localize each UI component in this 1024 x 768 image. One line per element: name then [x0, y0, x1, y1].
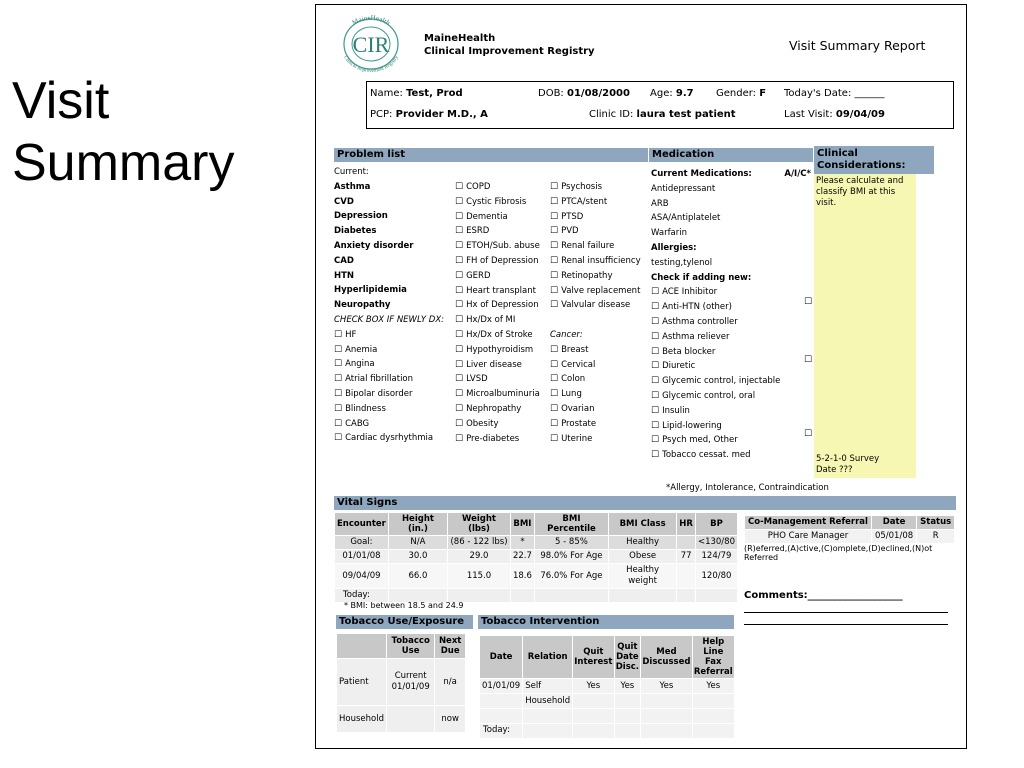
table-cell	[692, 724, 734, 739]
diagnosis-checkbox[interactable]: ☐ PTSD	[550, 210, 641, 225]
table-cell	[480, 709, 523, 724]
table-cell: 01/01/08	[335, 550, 389, 564]
diagnosis-checkbox[interactable]: ☐ Hx of Depression	[455, 298, 540, 313]
current-problem: Anxiety disorder	[334, 240, 414, 251]
diagnosis-checkbox[interactable]: ☐ Dementia	[455, 210, 540, 225]
dob-value: 01/08/2000	[567, 88, 630, 99]
table-cell: 29.0	[448, 550, 511, 564]
today-label: Today:	[335, 589, 389, 603]
column-header: Tobacco Use	[386, 634, 434, 659]
goal-cell: N/A	[388, 536, 447, 550]
table-cell	[614, 694, 641, 709]
diagnosis-checkbox[interactable]: ☐ HF	[334, 328, 444, 343]
column-header: Status	[917, 516, 955, 530]
slide-title-line: Summary	[12, 134, 235, 192]
svg-text:Clinical Improvement Registry	[342, 54, 400, 74]
check-box-label: CHECK BOX IF NEWLY DX:	[334, 314, 445, 325]
logo-ring-bottom: Clinical Improvement Registry	[342, 54, 400, 75]
table-row: Household now	[337, 706, 466, 733]
patient-name-field: Name: Test, Prod	[370, 88, 463, 99]
table-cell: 05/01/08	[871, 530, 916, 544]
comment-line[interactable]	[744, 612, 948, 613]
column-header: BMI Percentile	[534, 513, 608, 536]
clinical-considerations-panel	[814, 174, 916, 478]
today-label: Today:	[483, 725, 510, 735]
diagnosis-checkbox[interactable]: ☐ PTCA/stent	[550, 195, 641, 210]
column-header: Relation	[523, 636, 573, 679]
column-header	[337, 634, 387, 659]
goal-cell: 5 - 85%	[534, 536, 608, 550]
goal-cell: (86 - 122 lbs)	[448, 536, 511, 550]
table-row: Patient Current 01/01/09 n/a	[337, 659, 466, 706]
current-problem: CVD	[334, 196, 354, 207]
current-problem: Neuropathy	[334, 300, 391, 311]
diagnosis-checkbox[interactable]: ☐ Valve replacement	[550, 284, 641, 299]
new-medication-checkbox[interactable]: ☐ Glycemic control, injectable	[651, 374, 811, 389]
table-cell: Yes	[641, 679, 692, 694]
allergy-footnote: *Allergy, Intolerance, Contraindication	[666, 483, 829, 493]
diagnosis-checkbox[interactable]: ☐ Liver disease	[455, 358, 540, 373]
column-header: Date	[871, 516, 916, 530]
table-cell: 18.6	[510, 564, 534, 589]
table-cell: 22.7	[510, 550, 534, 564]
table-row	[480, 709, 735, 724]
diagnosis-checkbox[interactable]: ☐ Cardiac dysrhythmia	[334, 431, 444, 446]
table-row	[480, 694, 735, 709]
table-row	[480, 724, 735, 739]
diagnosis-checkbox[interactable]: ☐ Cervical	[550, 358, 641, 373]
cir-logo	[334, 13, 408, 75]
diagnosis-checkbox[interactable]: ☐ Uterine	[550, 432, 641, 447]
survey-line: 5-2-1-0 Survey	[816, 454, 880, 464]
problem-col-3	[550, 180, 641, 446]
last-visit-field: Last Visit: 09/04/09	[784, 109, 885, 120]
column-header: Date	[480, 636, 523, 679]
table-cell	[573, 724, 614, 739]
survey-date: Date ???	[816, 465, 853, 475]
medication-header: Medication	[649, 148, 813, 162]
pcp-field: PCP: Provider M.D., A	[370, 109, 488, 120]
table-cell	[614, 709, 641, 724]
column-header: Co-Management Referral	[745, 516, 872, 530]
current-problem: Depression	[334, 211, 388, 222]
current-medication: ASA/Antiplatelet	[651, 213, 721, 224]
tobacco-use-table	[336, 633, 466, 733]
table-cell	[573, 694, 614, 709]
patient-info-box	[366, 81, 954, 129]
table-cell: 124/79	[695, 550, 737, 564]
svg-text:MaineHealth	[351, 14, 392, 27]
table-cell: Self	[523, 679, 573, 694]
diagnosis-checkbox[interactable]: ☐ Valvular disease	[550, 298, 641, 313]
goal-cell	[677, 536, 696, 550]
diagnosis-checkbox[interactable]: ☐ Retinopathy	[550, 269, 641, 284]
table-cell: Household	[523, 694, 573, 709]
table-cell: PHO Care Manager	[745, 530, 872, 544]
table-cell: Healthy weight	[608, 564, 676, 589]
current-medication: ARB	[651, 198, 669, 209]
diagnosis-checkbox[interactable]: ☐ Cystic Fibrosis	[455, 195, 540, 210]
allergies-value: testing,tylenol	[651, 257, 713, 268]
patient-name: Test, Prod	[406, 88, 463, 99]
logo-text: CIR	[352, 32, 390, 57]
new-medication-checkbox[interactable]: ☐ Lipid-lowering	[651, 419, 811, 434]
column-header: Quit Date Disc.	[614, 636, 641, 679]
problem-col-2	[455, 180, 540, 446]
diagnosis-checkbox[interactable]: ☐ ETOH/Sub. abuse	[455, 239, 540, 254]
diagnosis-checkbox[interactable]: ☐ Blindness	[334, 402, 444, 417]
aic-label: A/I/C*	[784, 169, 811, 179]
column-header: Next Due	[435, 634, 466, 659]
diagnosis-checkbox[interactable]: ☐ Microalbuminuria	[455, 387, 540, 402]
current-medication: Warfarin	[651, 228, 688, 239]
diagnosis-checkbox[interactable]: ☐ Atrial fibrillation	[334, 372, 444, 387]
tobacco-intervention-table	[479, 635, 735, 739]
todays-date-field: Today's Date: ______	[784, 88, 885, 99]
vital-signs-table	[334, 512, 738, 603]
tobacco-use-header: Tobacco Use/Exposure	[336, 615, 473, 629]
gender-value: F	[759, 88, 767, 99]
problem-col-current	[334, 165, 444, 446]
gender-field: Gender: F	[716, 88, 767, 99]
new-medication-checkbox[interactable]: ☐ Psych med, Other	[651, 433, 811, 448]
clinical-note: Please calculate and classify BMI at this visit.	[816, 176, 904, 208]
medication-panel	[651, 167, 811, 463]
age-field: Age: 9.7	[650, 88, 694, 99]
column-header: Help Line Fax Referral	[693, 637, 733, 677]
table-row	[480, 679, 735, 694]
diagnosis-checkbox[interactable]: ☐ Obesity	[455, 417, 540, 432]
current-problem: CAD	[334, 255, 354, 266]
column-header: Height (in.)	[388, 513, 447, 536]
current-problem: HTN	[334, 270, 355, 281]
diagnosis-checkbox[interactable]: ☐ Hypothyroidism	[455, 343, 540, 358]
clinical-considerations-header: Clinical Considerations:	[814, 146, 934, 174]
table-cell: Yes	[614, 679, 641, 694]
table-cell	[573, 709, 614, 724]
table-cell	[641, 724, 692, 739]
diagnosis-checkbox[interactable]: ☐ GERD	[455, 269, 540, 284]
diagnosis-checkbox[interactable]: ☐ Renal insufficiency	[550, 254, 641, 269]
aic-checkbox[interactable]: ☐	[804, 355, 813, 365]
column-header: Encounter	[335, 513, 389, 536]
table-row	[335, 564, 738, 589]
aic-checkbox[interactable]: ☐	[804, 429, 813, 439]
org-subtitle: Clinical Improvement Registry	[424, 46, 595, 57]
co-management-table	[744, 515, 955, 544]
problem-list-header: Problem list	[334, 148, 648, 162]
diagnosis-checkbox[interactable]: ☐ Angina	[334, 357, 444, 372]
clinic-id-value: laura test patient	[636, 109, 736, 120]
current-medication: Antidepressant	[651, 183, 716, 194]
table-cell	[641, 709, 692, 724]
table-cell	[480, 694, 523, 709]
table-cell: 77	[677, 550, 696, 564]
check-new-label: Check if adding new:	[651, 272, 752, 283]
new-medication-checkbox[interactable]: ☐ Asthma controller	[651, 315, 811, 330]
table-cell	[614, 724, 641, 739]
aic-checkbox[interactable]: ☐	[804, 297, 813, 307]
diagnosis-checkbox[interactable]: ☐ Anemia	[334, 343, 444, 358]
table-cell: 01/01/09	[480, 679, 523, 694]
diagnosis-checkbox[interactable]: ☐ Colon	[550, 372, 641, 387]
table-cell	[641, 694, 692, 709]
org-name: MaineHealth	[424, 33, 496, 44]
slide-title-line: Visit	[12, 72, 110, 130]
cancer-label: Cancer:	[550, 329, 583, 340]
new-medication-checkbox[interactable]: ☐ Insulin	[651, 404, 811, 419]
dob-field: DOB: 01/08/2000	[538, 88, 630, 99]
new-medication-checkbox[interactable]: ☐ Glycemic control, oral	[651, 389, 811, 404]
vital-signs-header: Vital Signs	[334, 496, 956, 510]
new-medication-checkbox[interactable]: ☐ Diuretic	[651, 359, 811, 374]
table-cell: 09/04/09	[335, 564, 389, 589]
tobacco-intervention-header: Tobacco Intervention	[478, 615, 734, 629]
table-cell: Yes	[573, 679, 614, 694]
new-medication-checkbox[interactable]: ☐ Tobacco cessat. med	[651, 448, 811, 463]
diagnosis-checkbox[interactable]: ☐ PVD	[550, 224, 641, 239]
table-row	[335, 550, 738, 564]
comments-label: Comments:___________________	[744, 590, 903, 601]
new-medication-checkbox[interactable]: ☐ Anti-HTN (other)	[651, 300, 811, 315]
table-cell: 66.0	[388, 564, 447, 589]
diagnosis-checkbox[interactable]: ☐ Heart transplant	[455, 284, 540, 299]
column-header: Weight (lbs)	[448, 513, 511, 536]
diagnosis-checkbox[interactable]: ☐ CABG	[334, 417, 444, 432]
diagnosis-checkbox[interactable]: ☐ Pre-diabetes	[455, 432, 540, 447]
clinic-id-field: Clinic ID: laura test patient	[589, 109, 736, 120]
pcp-value: Provider M.D., A	[395, 109, 488, 120]
new-medication-checkbox[interactable]: ☐ ACE Inhibitor	[651, 285, 811, 300]
column-header: BMI	[510, 513, 534, 536]
column-header: BMI Class	[608, 513, 676, 536]
age-value: 9.7	[675, 88, 694, 99]
new-medication-checkbox[interactable]: ☐ Asthma reliever	[651, 330, 811, 345]
table-cell	[523, 709, 573, 724]
diagnosis-checkbox[interactable]: ☐ Hx/Dx of MI	[455, 313, 540, 328]
diagnosis-checkbox[interactable]: ☐ COPD	[455, 180, 540, 195]
new-medication-checkbox[interactable]: ☐ Beta blocker	[651, 345, 811, 360]
diagnosis-checkbox[interactable]: ☐ Ovarian	[550, 402, 641, 417]
bmi-footnote: * BMI: between 18.5 and 24.9	[344, 601, 464, 610]
diagnosis-checkbox[interactable]: ☐ Lung	[550, 387, 641, 402]
goal-cell: Healthy	[608, 536, 676, 550]
table-cell	[692, 694, 734, 709]
diagnosis-checkbox[interactable]: ☐ Bipolar disorder	[334, 387, 444, 402]
current-problem: Diabetes	[334, 226, 377, 237]
column-header: Med Discussed	[641, 636, 692, 679]
column-header: HR	[677, 513, 696, 536]
table-cell	[523, 724, 573, 739]
column-header: Quit Interest	[573, 636, 614, 679]
table-cell	[692, 709, 734, 724]
table-cell: 98.0% For Age	[534, 550, 608, 564]
diagnosis-checkbox[interactable]: ☐ LVSD	[455, 372, 540, 387]
allergies-label: Allergies:	[651, 242, 697, 253]
diagnosis-checkbox[interactable]: ☐ Breast	[550, 343, 641, 358]
table-cell: R	[917, 530, 955, 544]
report-title: Visit Summary Report	[789, 38, 926, 53]
diagnosis-checkbox[interactable]: ☐ FH of Depression	[455, 254, 540, 269]
logo-ring-top: MaineHealth	[350, 13, 392, 27]
diagnosis-checkbox[interactable]: ☐ Prostate	[550, 417, 641, 432]
table-cell	[677, 564, 696, 589]
diagnosis-checkbox[interactable]: ☐ Renal failure	[550, 239, 641, 254]
diagnosis-checkbox[interactable]: ☐ Psychosis	[550, 180, 641, 195]
current-problem: Hyperlipidemia	[334, 285, 407, 296]
diagnosis-checkbox[interactable]: ☐ ESRD	[455, 224, 540, 239]
table-cell: 120/80	[695, 564, 737, 589]
current-medications-label: Current Medications:	[651, 169, 752, 179]
table-cell: Obese	[608, 550, 676, 564]
comment-line[interactable]	[744, 624, 948, 625]
slide-title	[12, 70, 234, 194]
current-label: Current:	[334, 167, 369, 177]
column-header: BP	[695, 513, 737, 536]
visit-summary-page	[315, 4, 967, 749]
table-cell: Yes	[692, 679, 734, 694]
table-cell: 115.0	[448, 564, 511, 589]
current-problem: Asthma	[334, 181, 371, 192]
table-cell: 76.0% For Age	[534, 564, 608, 589]
diagnosis-checkbox[interactable]: ☐ Hx/Dx of Stroke	[455, 328, 540, 343]
diagnosis-checkbox[interactable]: ☐ Nephropathy	[455, 402, 540, 417]
goal-row	[335, 536, 738, 550]
status-legend: (R)eferred,(A)ctive,(C)omplete,(D)eclined,(N)ot Referred	[744, 544, 933, 562]
table-cell: 30.0	[388, 550, 447, 564]
goal-cell: *	[510, 536, 534, 550]
table-row	[745, 530, 955, 544]
goal-cell: Goal:	[335, 536, 389, 550]
last-visit-value: 09/04/09	[835, 109, 885, 120]
goal-cell: <130/80	[695, 536, 737, 550]
